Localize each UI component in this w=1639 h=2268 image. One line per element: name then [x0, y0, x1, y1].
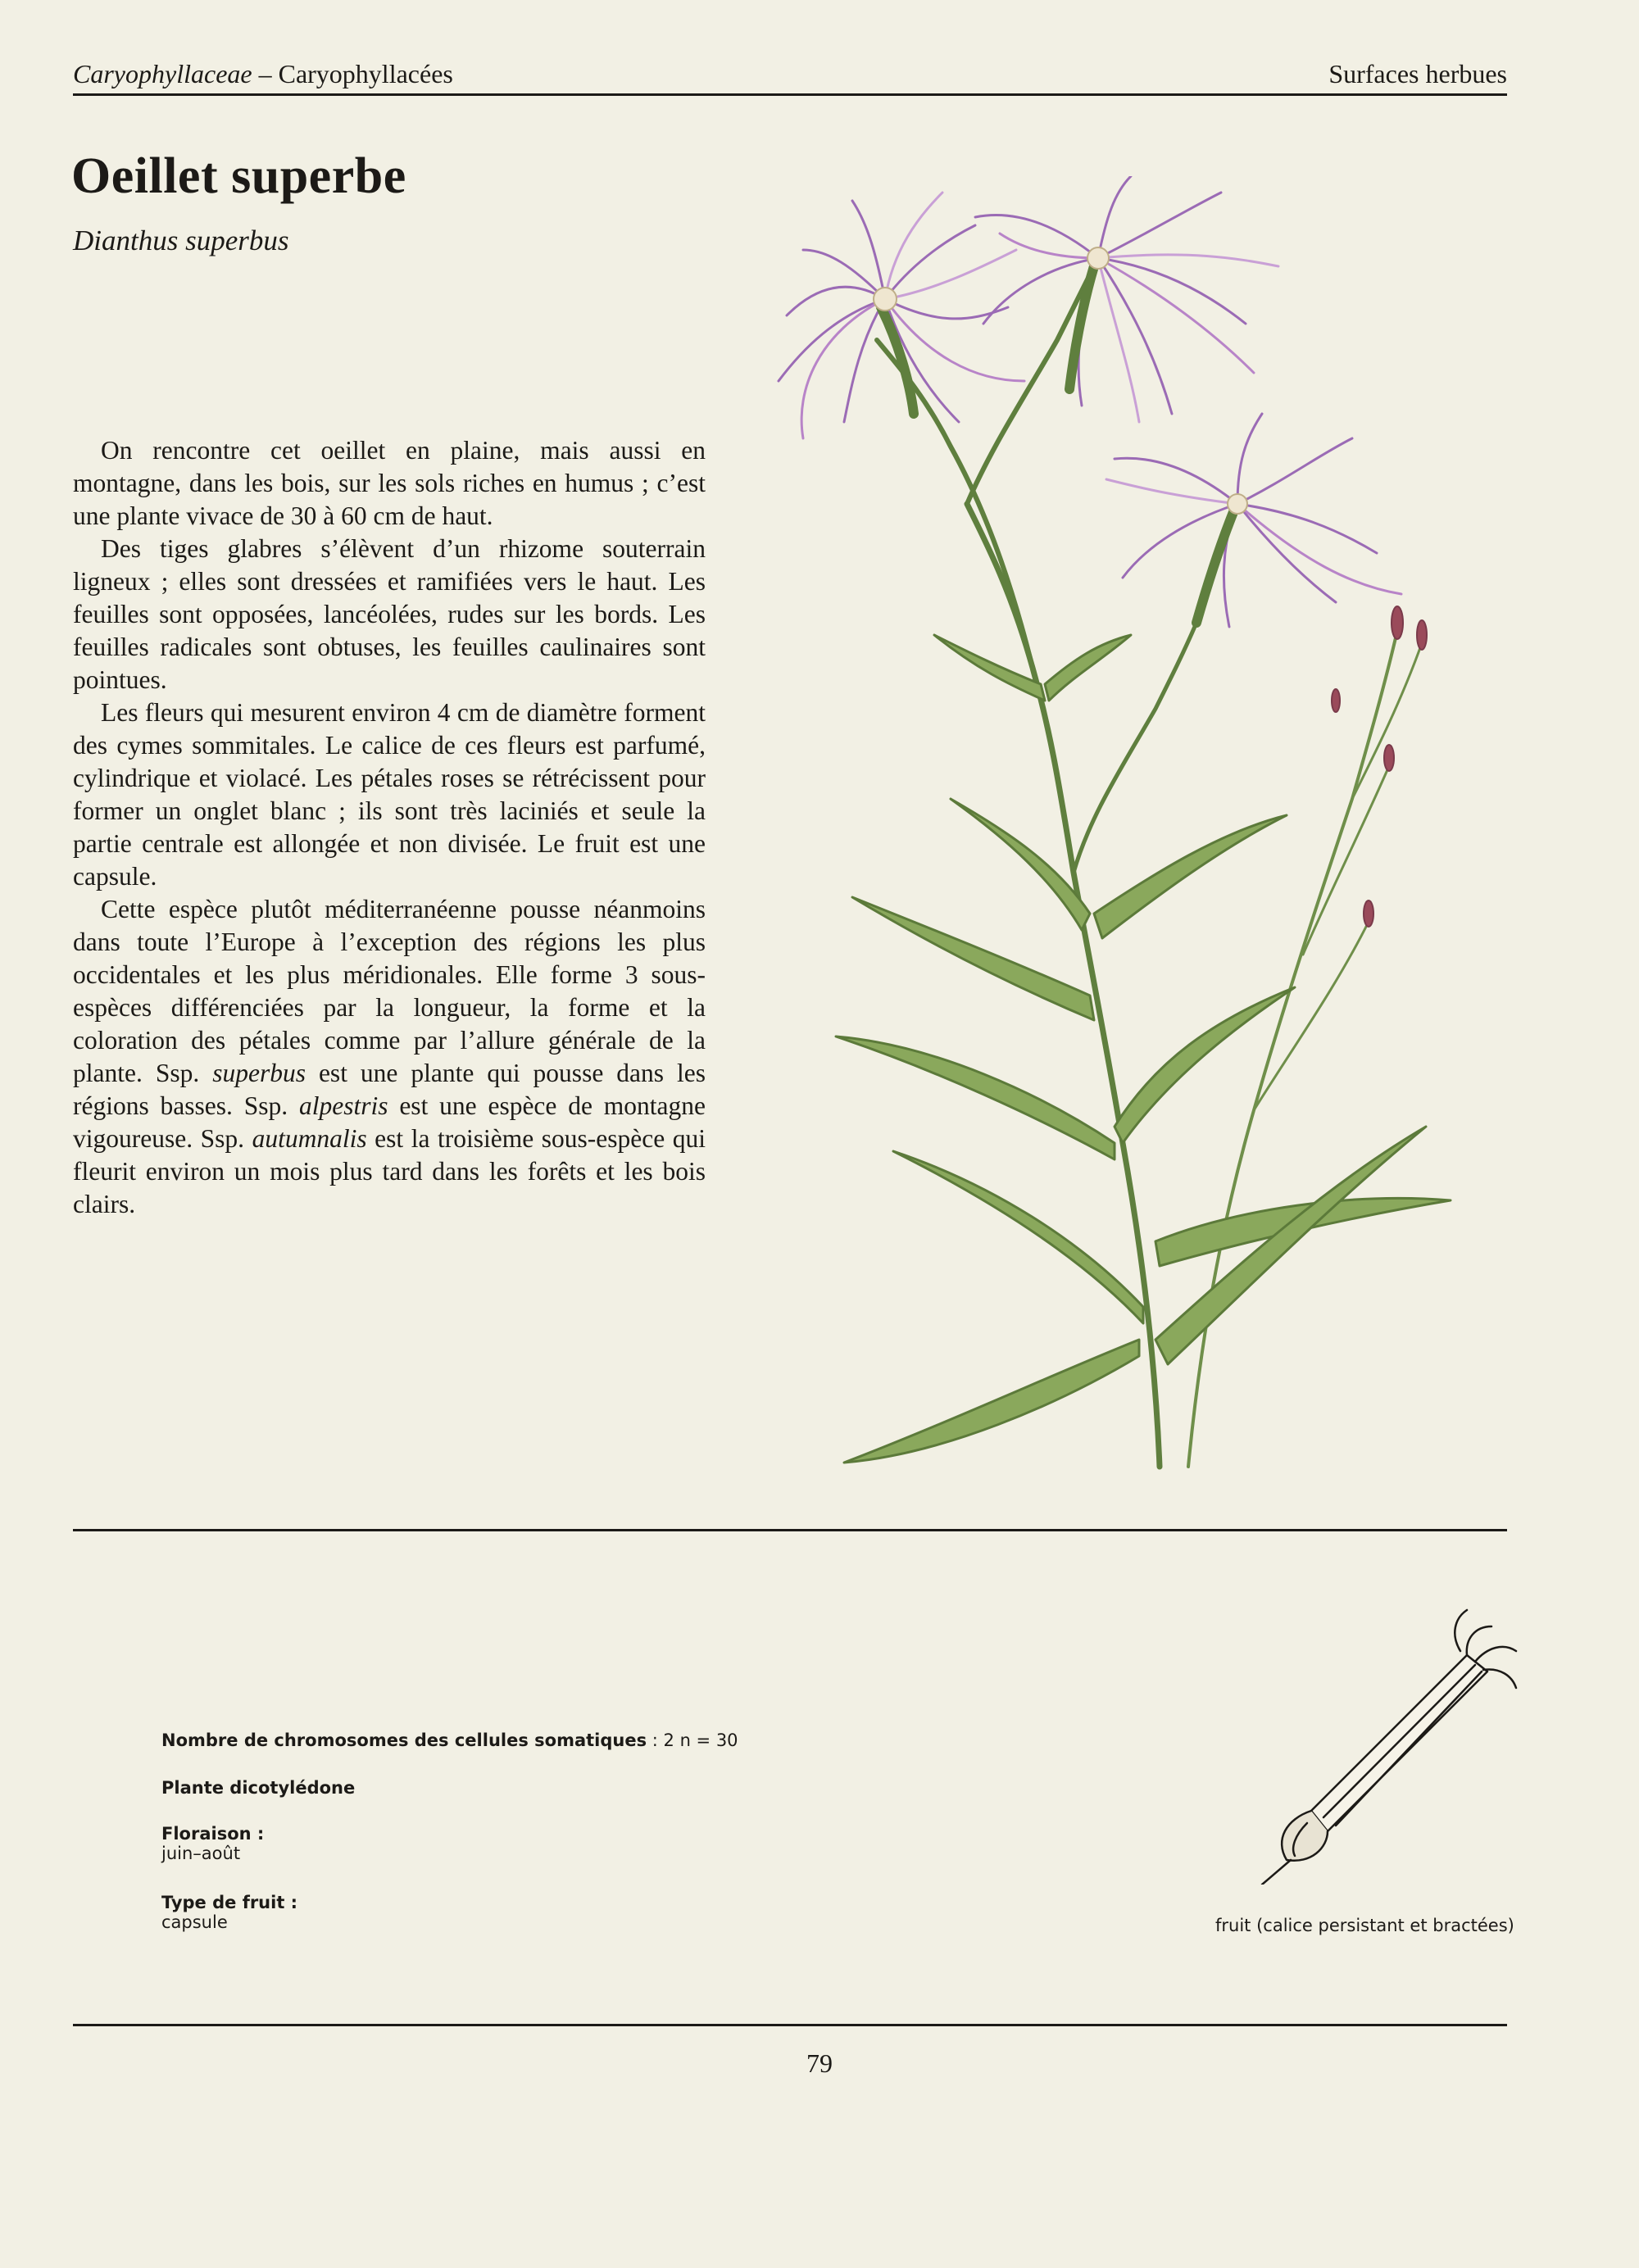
flower-right	[975, 176, 1278, 422]
fruit-calyx	[1311, 1655, 1487, 1831]
fruit-type-value: capsule	[161, 1912, 228, 1932]
fruit-stalk	[1262, 1860, 1291, 1885]
latin-name: Dianthus superbus	[73, 225, 289, 256]
branch-stem-right	[967, 266, 1094, 504]
flowering-label: Floraison :	[161, 1824, 265, 1844]
distribution-text-c: est une espèce de montagne vigoureuse. Ssp.	[73, 1091, 706, 1153]
fact-class	[161, 1778, 355, 1798]
running-header	[73, 54, 1507, 95]
fruit-tip	[1455, 1610, 1467, 1651]
bud	[1392, 606, 1403, 639]
fruit-calyx-ridge	[1336, 1672, 1482, 1826]
flower-buds	[1332, 606, 1427, 927]
flowering-value: juin–août	[161, 1844, 241, 1863]
bud-branch-1	[1303, 766, 1389, 955]
chromosomes-label: Nombre de chromosomes des cellules somatiques	[161, 1730, 647, 1750]
section-rule-bottom	[73, 2024, 1507, 2026]
paragraph-flowers: Les fleurs qui mesurent environ 4 cm de diamètre forment des cymes sommitales. Le calice de ces fleurs est parfumé, cylindrique et violacé. Les pétales roses se rétrécissent pour former un onglet blanc ; ils sont très laciniés et seule la partie centrale est allongée et non divisée. Le fruit est une capsule.	[73, 698, 706, 891]
header-rule	[73, 93, 1507, 96]
description	[73, 434, 706, 1221]
section-rule-top	[73, 1529, 1507, 1531]
bud	[1332, 689, 1340, 712]
chromosomes-value: : 2 n = 30	[652, 1730, 738, 1750]
header-section: Surfaces herbues	[1328, 59, 1507, 88]
fact-chromosomes	[161, 1730, 738, 1750]
flower-left	[779, 193, 1024, 438]
header-family-latin: Caryophyllaceae	[73, 59, 252, 88]
distribution-text-d: est la troisième sous-espèce qui fleurit environ un mois plus tard dans les forêts et les bois clairs.	[73, 1124, 706, 1218]
header-family	[73, 59, 453, 89]
header-family-french: Caryophyllacées	[278, 59, 453, 88]
subspecies-autumnalis: autumnalis	[252, 1124, 367, 1153]
bud	[1384, 745, 1394, 771]
subspecies-alpestris: alpestris	[298, 1091, 388, 1120]
distribution-text-a: Cette espèce plutôt méditerranéenne pousse néanmoins dans toute l’Europe à l’exception des régions les plus occidentales et les plus méridionales. Elle forme 3 sous-espèces différenciées par la longueur, la forme et la coloration des pétales comme par l’allure générale de la plante. Ssp.	[73, 895, 706, 1087]
paragraph-distribution	[73, 893, 706, 1221]
plant-illustration	[729, 176, 1532, 1487]
class-label: Plante dicotylédone	[161, 1778, 356, 1798]
flower-lower	[1106, 414, 1401, 627]
fruit-tip	[1475, 1647, 1516, 1662]
leaf	[951, 799, 1090, 930]
header-separator: –	[252, 59, 279, 88]
fruit-calyx-ridge	[1323, 1665, 1475, 1817]
page-number: 79	[806, 2048, 833, 2078]
distribution-text-b: est une plante qui pousse dans les régions basses. Ssp.	[73, 1059, 706, 1120]
fact-flowering	[161, 1824, 264, 1863]
leaf	[893, 1151, 1143, 1323]
bud-branch-3	[1254, 922, 1369, 1110]
fruit-illustration	[1205, 1590, 1532, 1885]
paragraph-stems-leaves: Des tiges glabres s’élèvent d’un rhizome souterrain ligneux ; elles sont dressées et ramifiées vers le haut. Les feuilles sont opposées, lancéolées, rudes sur les bords. Les feuilles radicales sont obtuses, les feuilles caulinaires sont pointues.	[73, 534, 706, 694]
leaf	[836, 1036, 1115, 1159]
paragraph-habitat: On rencontre cet oeillet en plaine, mais aussi en montagne, dans les bois, sur les sols riches en humus ; c’est une plante vivace de 30 à 60 cm de haut.	[73, 436, 706, 530]
bud	[1417, 620, 1427, 650]
leaf	[852, 897, 1094, 1020]
fruit-tip	[1483, 1669, 1516, 1688]
subspecies-superbus: superbus	[212, 1059, 306, 1087]
leaf	[844, 1340, 1139, 1463]
branch-stem-left	[877, 340, 1033, 668]
leaves	[836, 635, 1451, 1463]
page-title: Oeillet superbe	[71, 148, 406, 204]
fact-fruit-type	[161, 1893, 297, 1932]
fruit-type-label: Type de fruit :	[161, 1893, 298, 1912]
bud	[1364, 900, 1373, 927]
leaf	[1094, 815, 1287, 938]
fruit-caption: fruit (calice persistant et bractées)	[1215, 1916, 1514, 1935]
leaf	[1045, 635, 1131, 701]
